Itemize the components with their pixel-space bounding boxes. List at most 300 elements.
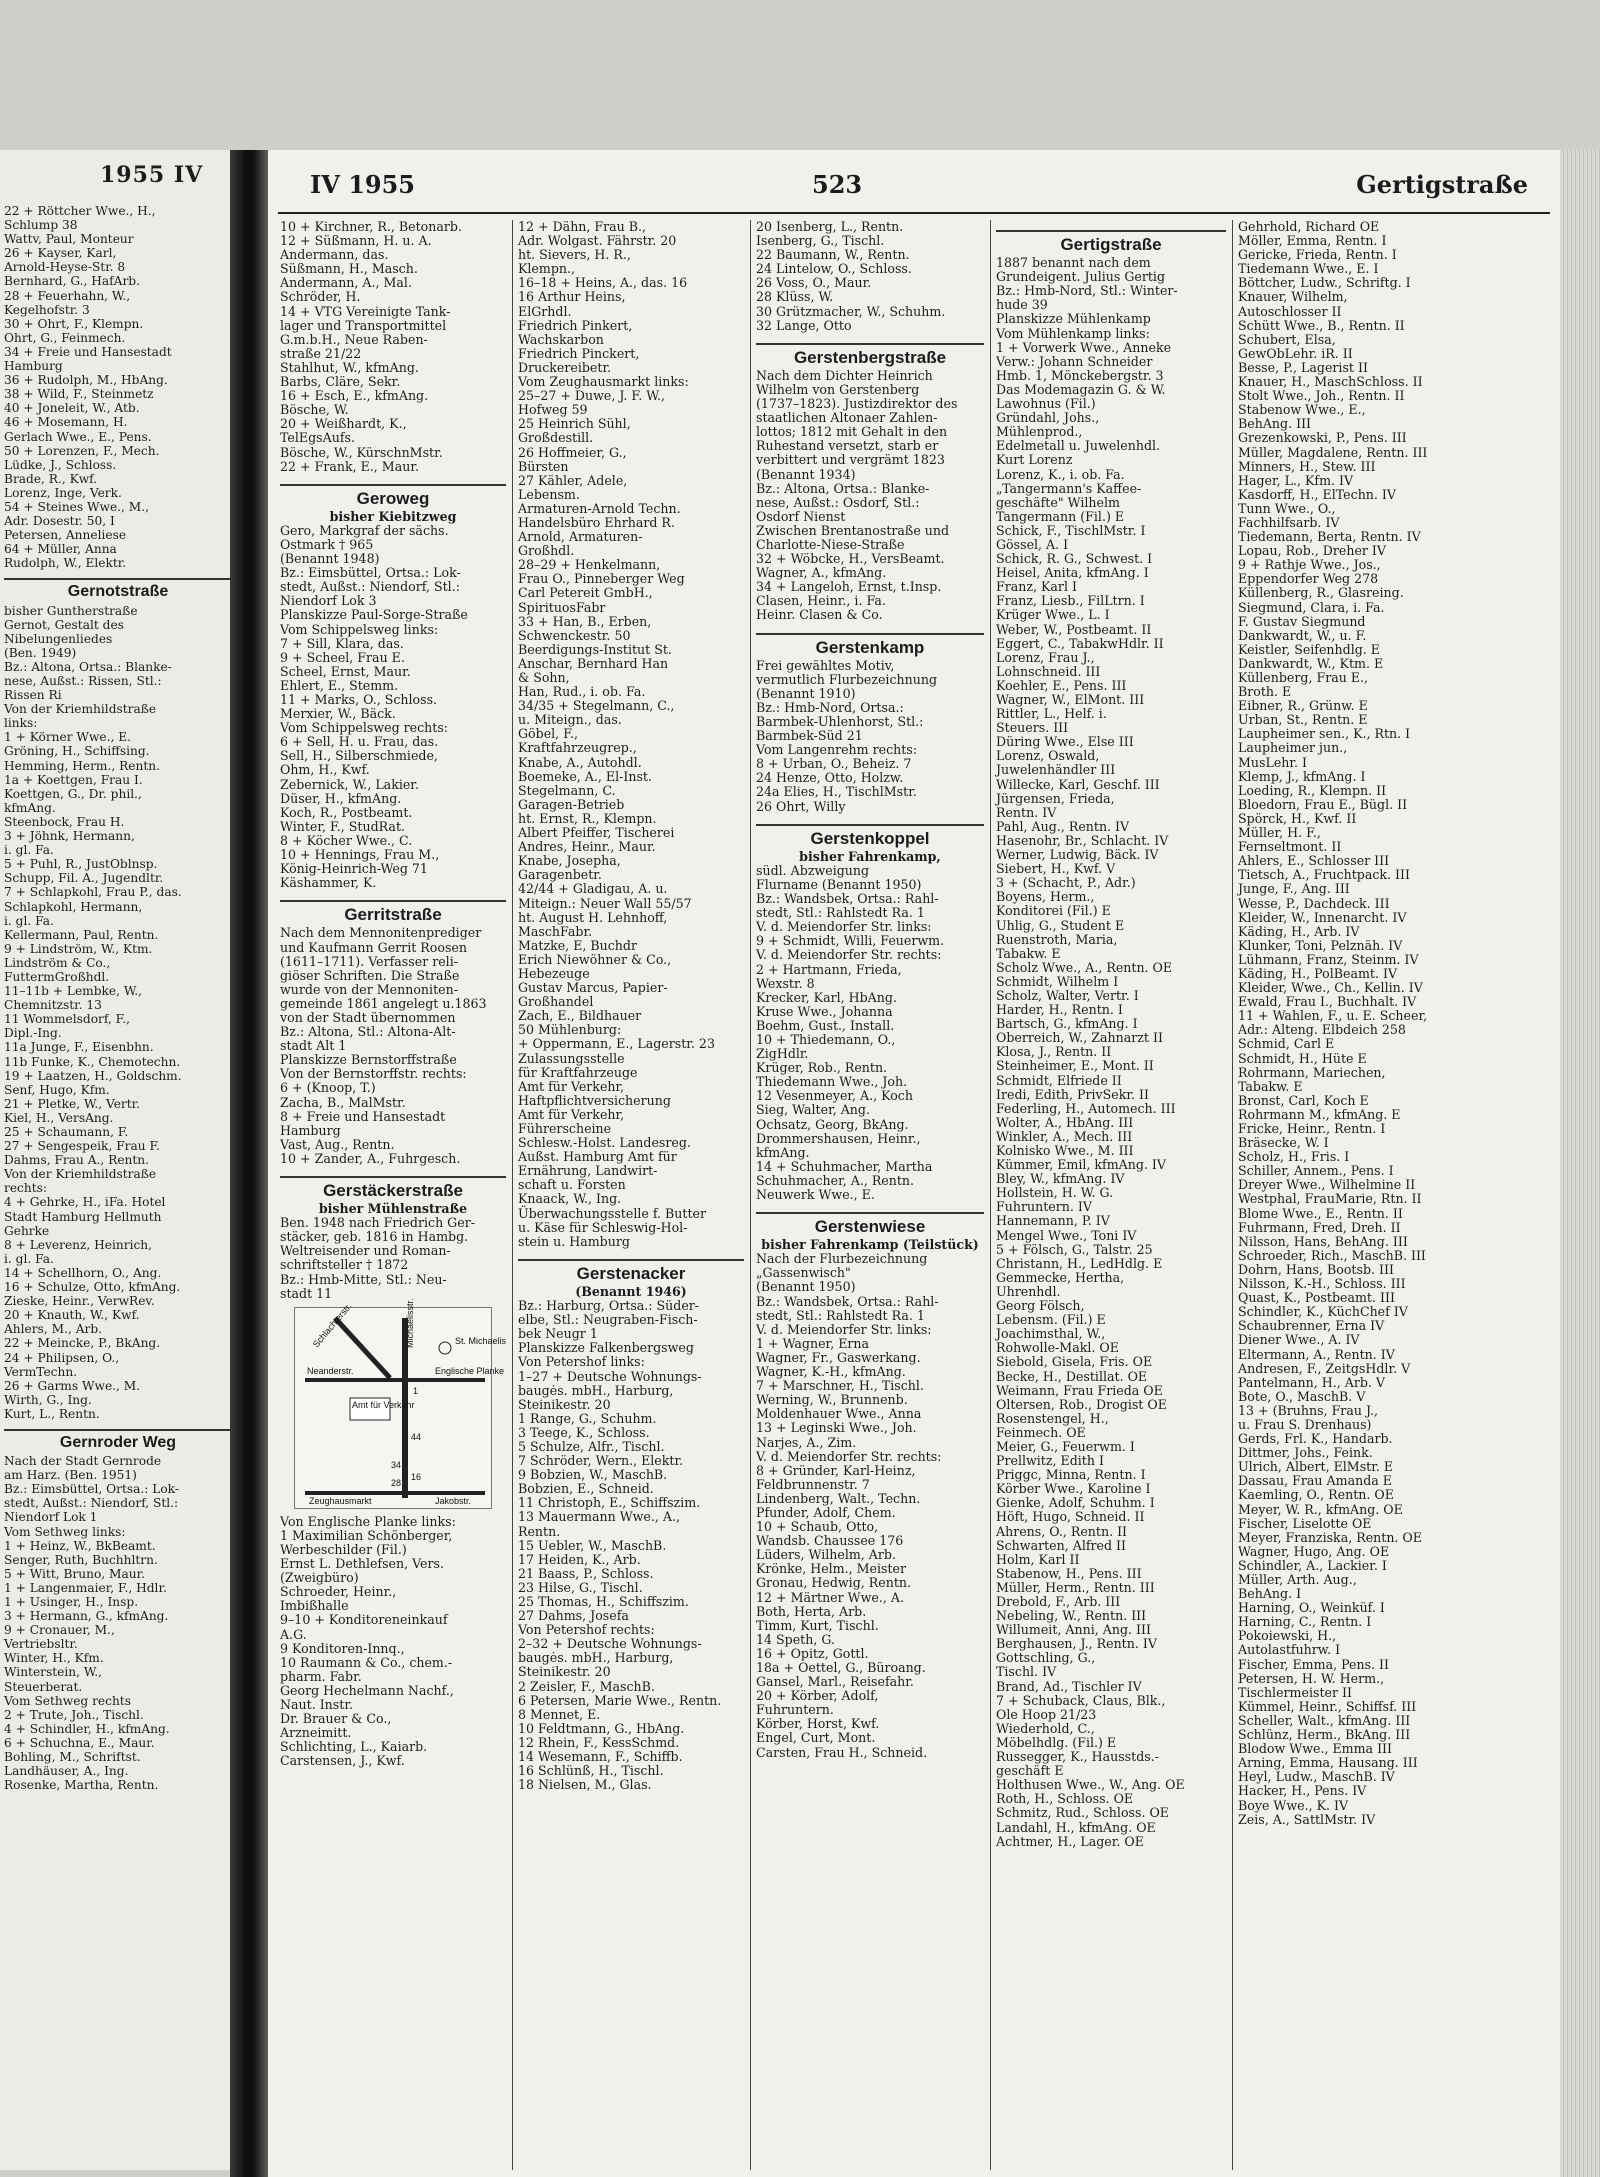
entry-line: stedt, Stl.: Rahlstedt Ra. 1	[756, 1307, 925, 1323]
entry-line: 25 Thomas, H., Schiffszim.	[518, 1594, 689, 1609]
entry-line: Bz.: Hmb-Nord, Ortsa.:	[756, 699, 904, 715]
entry-line: Gansel, Marl., Reisefahr.	[756, 1674, 914, 1690]
entry-line: 16 + Schulze, Otto, kfmAng.	[4, 1280, 181, 1295]
entry-line: stedt, Außst.: Niendorf, Stl.:	[4, 1496, 179, 1511]
street-heading: Gerstenkoppel	[756, 824, 984, 846]
entry-line: 11 + Marks, O., Schloss.	[280, 692, 438, 707]
entry-line: Rohwolle-Makl. OE	[996, 1340, 1119, 1356]
entry-line: (1737–1823). Justizdirektor des	[756, 396, 958, 412]
entry-line: Süßmann, H., Masch.	[280, 261, 418, 277]
entry-line: Brand, Ad., Tischler IV	[996, 1678, 1142, 1694]
entry-line: Berghausen, J., Rentn. IV	[996, 1636, 1157, 1652]
entry-line: Ruenstroth, Maria,	[996, 931, 1118, 947]
entry-line: Koettgen, G., Dr. phil.,	[4, 786, 142, 801]
entry-line: Grezenkowski, P., Pens. III	[1238, 430, 1407, 446]
entry-line: 1 Maximilian Schönberger,	[280, 1527, 453, 1543]
entry-line: 5 + Fölsch, G., Talstr. 25	[996, 1241, 1153, 1257]
entry-line: Vom Schippelsweg rechts:	[280, 720, 449, 736]
entry-line: Bohling, M., Schriftst.	[4, 1750, 141, 1765]
entry-line: Bösche, W.	[280, 402, 349, 418]
entry-line: Roth, H., Schloss. OE	[996, 1791, 1134, 1807]
entry-line: „Tangermann's Kaffee-	[996, 480, 1142, 496]
entry-line: Bz.: Altona, Ortsa.: Blanke-	[756, 480, 930, 496]
entry-line: Boehm, Gust., Install.	[756, 1017, 895, 1033]
entry-line: A.G.	[280, 1626, 307, 1642]
entry-line: 28–29 + Henkelmann,	[518, 557, 661, 573]
entry-line: pharm. Fabr.	[280, 1668, 362, 1684]
entry-line: 36 + Rudolph, M., HbAng.	[4, 373, 168, 388]
entry-line: 3 + Jöhnk, Hermann,	[4, 829, 135, 844]
entry-line: Junge, F., Ang. III	[1238, 881, 1350, 897]
entry-line: Adr.: Alteng. Elbdeich 258	[1238, 1022, 1406, 1038]
entry-line: Ernährung, Landwirt-	[518, 1163, 658, 1179]
entry-line: kfmAng.	[4, 800, 56, 815]
entry-line: Kegelhofstr. 3	[4, 302, 90, 317]
entry-line: stedt, Außst.: Niendorf, Stl.:	[280, 579, 460, 595]
entry-line: Böttcher, Ludw., Schriftg. I	[1238, 275, 1411, 291]
entry-line: Düring Wwe., Else III	[996, 734, 1134, 750]
entry-line: Großhdl.	[518, 543, 575, 559]
entry-line: Von Englische Planke links:	[280, 1513, 456, 1529]
entry-line: Nebeling, W., Rentn. III	[996, 1608, 1147, 1624]
entry-line: Kiel, H., VersAng.	[4, 1110, 114, 1125]
entry-line: Klunker, Toni, Pelznäh. IV	[1238, 937, 1403, 953]
entry-line: 6 + Sell, H. u. Frau, das.	[280, 734, 439, 750]
entry-line: Möller, Emma, Rentn. I	[1238, 233, 1387, 249]
entry-line: 27 + Sengespeik, Frau F.	[4, 1139, 160, 1154]
entry-line: 14 Speth, G.	[756, 1631, 835, 1647]
entry-line: Andermann, A., Mal.	[280, 275, 412, 291]
street-sketch-map	[294, 1298, 507, 1509]
entry-line: Weltreisender und Roman-	[280, 1243, 451, 1259]
entry-line: Uhrenhdl.	[996, 1283, 1061, 1299]
entry-line: Andresen, F., ZeitgsHdlr. V	[1238, 1360, 1411, 1376]
entry-line: Adr. Wolgast. Fährstr. 20	[518, 233, 677, 249]
entry-line: Bz.: Eimsbüttel, Ortsa.: Lok-	[4, 1482, 179, 1497]
entry-line: Nibelungenliedes	[4, 631, 113, 646]
entry-line: Meyer, W. R., kfmAng. OE	[1238, 1501, 1403, 1517]
entry-line: 40 + Joneleit, W., Atb.	[4, 401, 140, 416]
entry-line: Besse, P., Lagerist II	[1238, 359, 1368, 375]
entry-line: Zieske, Heinr., VerwRev.	[4, 1294, 155, 1309]
entry-line: Frei gewähltes Motiv,	[756, 657, 895, 673]
entry-line: Prellwitz, Edith I	[996, 1453, 1104, 1469]
entry-line: Barbs, Cläre, Sekr.	[280, 374, 401, 390]
entry-line: 2 + Trute, Joh., Tischl.	[4, 1707, 144, 1722]
entry-line: Bz.: Eimsbüttel, Ortsa.: Lok-	[280, 565, 461, 581]
entry-line: und Kaufmann Gerrit Roosen	[280, 939, 467, 955]
entry-line: 22 + Meincke, P., BkAng.	[4, 1336, 161, 1351]
entry-line: Kleider, Wwe., Ch., Kellin. IV	[1238, 980, 1423, 996]
entry-line: 25–27 + Duwe, J. F. W.,	[518, 388, 665, 404]
street-former-name: bisher Kiebitzweg	[329, 508, 457, 524]
entry-line: staatlichen Altonaer Zahlen-	[756, 410, 938, 426]
entry-line: Albert Pfeiffer, Tischerei	[518, 825, 675, 841]
entry-line: Gerlach Wwe., E., Pens.	[4, 429, 152, 444]
entry-line: Gründahl, Johs.,	[996, 410, 1100, 426]
entry-line: Brade, R., Kwf.	[4, 471, 98, 486]
entry-line: TelEgsAufs.	[280, 430, 355, 446]
entry-line: Adr. Dosestr. 50, I	[4, 514, 115, 529]
entry-line: schaft u. Forsten	[518, 1177, 626, 1193]
entry-line: Pantelmann, H., Arb. V	[1238, 1374, 1386, 1390]
entry-line: Winterstein, W.,	[4, 1665, 102, 1680]
street-former-name: bisher Mühlenstraße	[318, 1201, 468, 1217]
entry-line: Kasdorff, H., ElTechn. IV	[1238, 486, 1396, 502]
entry-line: Bz.: Wandsbek, Ortsa.: Rahl-	[756, 891, 939, 907]
entry-line: Schmitz, Rud., Schloss. OE	[996, 1805, 1169, 1821]
column-1	[280, 220, 506, 2170]
entry-line: 7 + Sill, Klara, das.	[280, 635, 404, 651]
entry-line: Lüdke, J., Schloss.	[4, 457, 117, 472]
entry-line: Kümmer, Emil, kfmAng. IV	[996, 1157, 1166, 1173]
entry-line: Hemming, Herm., Rentn.	[4, 758, 160, 773]
entry-line: Niendorf Lok 1	[4, 1510, 98, 1525]
entry-line: Wagner, K.-H., kfmAng.	[756, 1364, 906, 1380]
entry-line: Kleider, W., Innenarcht. IV	[1238, 909, 1407, 925]
map-label: 16	[411, 1471, 422, 1482]
entry-line: Zulassungsstelle	[518, 1050, 625, 1066]
entry-line: Winkler, A., Mech. III	[996, 1128, 1133, 1144]
entry-line: Klosa, J., Rentn. II	[996, 1044, 1112, 1060]
entry-line: bisher Guntherstraße	[4, 603, 138, 618]
entry-line: ht. Ernst, R., Klempn.	[518, 810, 657, 826]
header-volume-year: IV 1955	[310, 170, 415, 199]
entry-line: Gustav Marcus, Papier-	[518, 980, 668, 996]
entry-line: 10 Feldtmann, G., HbAng.	[518, 1720, 685, 1736]
entry-line: 6 + (Knoop, T.)	[280, 1080, 376, 1096]
entry-line: 24 Henze, Otto, Holzw.	[756, 770, 904, 786]
entry-line: ZigHdlr.	[756, 1046, 809, 1062]
entry-line: Lawohnus (Fil.)	[996, 396, 1096, 412]
entry-line: Fischer, Liselotte OE	[1238, 1515, 1372, 1531]
entry-line: Blome Wwe., E., Rentn. II	[1238, 1205, 1403, 1221]
entry-line: Petersen, H. W. Herm.,	[1238, 1670, 1385, 1686]
map-label: Zeughausmarkt	[309, 1495, 372, 1506]
street-heading: Gerstäckerstraße	[280, 1176, 506, 1198]
map-label: Englische Planke	[435, 1365, 505, 1376]
entry-line: Grundeigent. Julius Gertig	[996, 269, 1166, 285]
entry-line: Keistler, Seifenhdlg. E	[1238, 641, 1380, 657]
entry-line: Lorenz, K., i. ob. Fa.	[996, 466, 1125, 482]
entry-line: Winter, H., Kfm.	[4, 1651, 104, 1666]
previous-page-header: 1955 IV	[100, 162, 204, 188]
entry-line: 5 + Witt, Bruno, Maur.	[4, 1566, 145, 1581]
street-heading: Gernroder Weg	[4, 1429, 232, 1450]
entry-line: Tiedemann, Berta, Rentn. IV	[1238, 529, 1421, 545]
entry-line: Schmidt, H., Hüte E	[1238, 1050, 1367, 1066]
entry-line: Rissen Ri	[4, 688, 62, 703]
entry-line: 17 Heiden, K., Arb.	[518, 1551, 641, 1567]
entry-line: 20 Isenberg, L., Rentn.	[756, 219, 904, 234]
entry-line: ht. Sievers, H. R.,	[518, 247, 631, 263]
entry-line: Vom Sethweg rechts	[4, 1693, 131, 1708]
entry-line: gemeinde 1861 angelegt u.1863	[280, 995, 487, 1011]
street-heading: Gerstenkamp	[756, 633, 984, 655]
entry-line: Heinr. Clasen & Co.	[756, 607, 883, 623]
entry-line: Bräsecke, W. I	[1238, 1135, 1329, 1151]
entry-line: Schick, F., TischlMstr. I	[996, 522, 1146, 538]
entry-line: Hager, L., Kfm. IV	[1238, 472, 1354, 488]
street-former-name: (Benannt 1946)	[575, 1283, 687, 1299]
map-label: 34	[391, 1459, 402, 1470]
entry-line: Niendorf Lok 3	[280, 593, 377, 609]
entry-line: 14 + Schuhmacher, Martha	[756, 1158, 933, 1174]
entry-line: Nilsson, K.-H., Schloss. III	[1238, 1276, 1406, 1292]
entry-line: 25 Heinrich Sühl,	[518, 416, 631, 432]
entry-line: Planskizze Falkenbergsweg	[518, 1340, 694, 1356]
entry-line: Fachhilfsarb. IV	[1238, 514, 1340, 530]
entry-line: 22 + Röttcher Wwe., H.,	[4, 204, 156, 218]
entry-line: 16–18 + Heins, A., das. 16	[518, 275, 688, 291]
entry-line: Hollstein, H. W. G.	[996, 1185, 1114, 1201]
entry-line: Steenbock, Frau H.	[4, 814, 125, 829]
entry-line: Tunn Wwe., O.,	[1238, 500, 1336, 516]
entry-line: Bz.: Hmb-Nord, Stl.: Winter-	[996, 283, 1178, 299]
entry-line: Vertriebsltr.	[4, 1637, 78, 1652]
entry-line: Both, Herta, Arb.	[756, 1603, 867, 1619]
entry-line: Spörck, H., Kwf. II	[1238, 810, 1357, 826]
entry-line: Bronst, Carl, Koch E	[1238, 1092, 1369, 1108]
entry-line: 12 Vesenmeyer, A., Koch	[756, 1088, 913, 1104]
entry-line: Lorenz, Oswald,	[996, 748, 1100, 764]
entry-line: Handelsbüro Ehrhard R.	[518, 514, 675, 530]
entry-line: stadt Alt 1	[280, 1038, 347, 1054]
entry-line: links:	[4, 716, 38, 731]
entry-line: 50 + Lorenzen, F., Mech.	[4, 443, 160, 458]
entry-line: Weimann, Frau Frieda OE	[996, 1382, 1163, 1398]
entry-line: Merxier, W., Bäck.	[280, 706, 396, 722]
entry-line: 1a + Koettgen, Frau I.	[4, 772, 143, 787]
entry-line: Düser, H., kfmAng.	[280, 790, 402, 806]
entry-line: von der Stadt übernommen	[280, 1009, 456, 1025]
entry-line: Vast, Aug., Rentn.	[280, 1136, 395, 1152]
street-heading: Gertigstraße	[996, 230, 1226, 252]
entry-line: Gronau, Hedwig, Rentn.	[756, 1575, 911, 1591]
entry-line: schriftsteller † 1872	[280, 1257, 409, 1273]
entry-line: Osdorf Nienst	[756, 508, 846, 524]
entry-line: 14 + Schellhorn, O., Ang.	[4, 1265, 162, 1280]
entry-line: Narjes, A., Zim.	[756, 1434, 857, 1450]
entry-line: 7 Schröder, Wern., Elektr.	[518, 1453, 684, 1469]
entry-line: 20 + Weißhardt, K.,	[280, 416, 407, 432]
entry-line: Käding, H., Arb. IV	[1238, 923, 1360, 939]
entry-line: Dassau, Frau Amanda E	[1238, 1473, 1392, 1489]
entry-line: Wexstr. 8	[756, 975, 815, 991]
entry-line: 8 + Urban, O., Beheiz. 7	[756, 756, 912, 772]
entry-line: Laupheimer sen., K., Rtn. I	[1238, 726, 1411, 742]
entry-line: Wagner, Fr., Gaswerkang.	[756, 1349, 921, 1365]
entry-line: Bartsch, G., kfmAng. I	[996, 1016, 1138, 1032]
entry-line: Dipl.-Ing.	[4, 1026, 62, 1041]
entry-line: Broth. E	[1238, 684, 1292, 700]
entry-line: Urban, St., Rentn. E	[1238, 712, 1368, 728]
entry-line: Schmid, Carl E	[1238, 1036, 1335, 1052]
entry-line: ht. August H. Lehnhoff,	[518, 909, 668, 925]
entry-line: 1 + Wagner, Erna	[756, 1335, 870, 1351]
entry-line: 1 Range, G., Schuhm.	[518, 1410, 657, 1426]
entry-line: Körber, Horst, Kwf.	[756, 1716, 880, 1732]
entry-line: MaschFabr.	[518, 923, 593, 939]
entry-line: Ahlers, E., Schlosser III	[1238, 853, 1390, 869]
entry-line: Stegelmann, C.	[518, 782, 616, 798]
map-label: Michaelisstr.	[405, 1298, 415, 1348]
entry-line: Eppendorfer Weg 278	[1238, 571, 1379, 587]
entry-line: Wolter, A., HbAng. III	[996, 1114, 1134, 1130]
entry-line: Uhlig, G., Student E	[996, 917, 1125, 933]
entry-line: Kraftfahrzeugrep.,	[518, 740, 637, 756]
entry-line: Druckereibetr.	[518, 359, 612, 375]
entry-line: Garagenbetr.	[518, 867, 602, 883]
entry-line: Knauer, H., MaschSchloss. II	[1238, 374, 1423, 390]
entry-line: Ole Hoop 21/23	[996, 1706, 1097, 1722]
entry-line: Holm, Karl II	[996, 1551, 1080, 1567]
entry-line: Andres, Heinr., Maur.	[518, 839, 656, 855]
entry-line: (1611–1711). Verfasser reli-	[280, 953, 458, 969]
entry-line: Schmidt, Elfriede II	[996, 1072, 1122, 1088]
entry-line: Verw.: Johann Schneider	[996, 353, 1153, 369]
entry-line: Bobzien, E., Schneid.	[518, 1481, 654, 1497]
entry-line: Ohm, H., Kwf.	[280, 762, 370, 778]
entry-line: Planskizze Paul-Sorge-Straße	[280, 607, 468, 623]
entry-line: BehAng. I	[1238, 1586, 1302, 1602]
entry-line: giöser Schriften. Die Straße	[280, 967, 460, 983]
entry-line: 1 + Heinz, W., BkBeamt.	[4, 1538, 156, 1553]
entry-line: Stabenow, H., Pens. III	[996, 1565, 1142, 1581]
entry-line: Kruse Wwe., Johanna	[756, 1003, 893, 1019]
entry-line: 13 + Leginski Wwe., Joh.	[756, 1420, 917, 1436]
entry-line: Feldbrunnenstr. 7	[756, 1476, 870, 1492]
entry-line: 21 + Pletke, W., Vertr.	[4, 1096, 141, 1111]
entry-line: Sell, H., Silberschmiede,	[280, 748, 438, 764]
entry-line: Lebensm.	[518, 486, 580, 502]
entry-line: 33 + Han, B., Erben,	[518, 613, 652, 629]
entry-line: Senf, Hugo, Kfm.	[4, 1082, 110, 1097]
entry-line: 20 + Körber, Adolf,	[756, 1688, 879, 1704]
column-divider	[990, 220, 991, 2170]
entry-line: 14 Wesemann, F., Schiffb.	[518, 1749, 683, 1765]
entry-line: Bley, W., kfmAng. IV	[996, 1171, 1125, 1187]
entry-line: ElGrhdl.	[518, 303, 572, 319]
entry-line: Willumeit, Anni, Ang. III	[996, 1622, 1151, 1638]
entry-line: Lohnschneid. III	[996, 663, 1101, 679]
column-divider	[1232, 220, 1233, 2170]
entry-line: Willecke, Karl, Geschf. III	[996, 776, 1160, 792]
entry-line: 20 + Knauth, W., Kwf.	[4, 1308, 140, 1323]
entry-line: Gehrhold, Richard OE	[1238, 219, 1380, 234]
entry-line: Hamburg	[4, 359, 63, 374]
entry-line: Winter, F., StudRat.	[280, 818, 406, 834]
entry-line: Haftpflichtversicherung	[518, 1092, 671, 1108]
column-2	[518, 220, 744, 2170]
entry-line: Kümmel, Heinr., Schiffsf. III	[1238, 1698, 1417, 1714]
entry-line: Vom Mühlenkamp links:	[996, 325, 1150, 341]
entry-line: MusLehr. I	[1238, 754, 1308, 770]
entry-line: Dittmer, Johs., Feink.	[1238, 1445, 1373, 1461]
entry-line: Harder, H., Rentn. I	[996, 1002, 1123, 1018]
entry-line: 1 + Körner Wwe., E.	[4, 730, 131, 745]
entry-line: Matzke, E, Buchdr	[518, 937, 638, 953]
entry-line: Amt für Verkehr,	[518, 1078, 625, 1094]
entry-line: Landhäuser, A., Ing.	[4, 1764, 129, 1779]
entry-line: hude 39	[996, 297, 1048, 313]
entry-line: 10 Raumann & Co., chem.-	[280, 1654, 453, 1670]
entry-line: Gemmecke, Hertha,	[996, 1269, 1125, 1285]
entry-line: 30 + Ohrt, F., Klempn.	[4, 316, 144, 331]
entry-line: Friedrich Pinckert,	[518, 345, 640, 361]
entry-line: Wagner, Hugo, Ang. OE	[1238, 1543, 1390, 1559]
entry-line: Zebernick, W., Lakier.	[280, 776, 419, 792]
entry-line: südl. Abzweigung	[756, 862, 870, 878]
entry-line: 38 + Wild, F., Steinmetz	[4, 387, 154, 402]
entry-line: Knabe, A., Autohdl.	[518, 754, 642, 770]
entry-line: Fernseltmont. II	[1238, 839, 1342, 855]
entry-line: Hofweg 59	[518, 402, 588, 418]
entry-line: Bloedorn, Frau E., Bügl. II	[1238, 796, 1408, 812]
entry-line: Garagen-Betrieb	[518, 796, 625, 812]
entry-line: Bz.: Wandsbek, Ortsa.: Rahl-	[756, 1293, 939, 1309]
entry-line: i. gl. Fa.	[4, 843, 54, 858]
entry-line: 11 + Wahlen, F., u. E. Scheer,	[1238, 1008, 1428, 1024]
entry-line: 24 Lintelow, O., Schloss.	[756, 261, 912, 277]
entry-line: Höft, Hugo, Schneid. II	[996, 1509, 1145, 1525]
entry-line: Arnold-Heyse-Str. 8	[4, 260, 126, 275]
entry-line: Gössel, A. I	[996, 536, 1069, 552]
entry-line: Loeding, R., Klempn. II	[1238, 782, 1387, 798]
entry-line: Planskizze Bernstorffstraße	[280, 1052, 457, 1068]
entry-line: Ben. 1948 nach Friedrich Ger-	[280, 1215, 475, 1231]
entry-line: Schuhmacher, A., Rentn.	[756, 1172, 915, 1188]
entry-line: Hasenohr, Br., Schlacht. IV	[996, 832, 1169, 848]
entry-line: 4 + Schindler, H., kfmAng.	[4, 1721, 170, 1736]
entry-line: Führerscheine	[518, 1121, 612, 1136]
directory-page	[268, 150, 1560, 2177]
entry-line: Kellermann, Paul, Rentn.	[4, 927, 159, 942]
entry-line: Knaack, W., Ing.	[518, 1191, 622, 1207]
entry-line: straße 21/22	[280, 345, 362, 361]
entry-line: 18 Nielsen, M., Glas.	[518, 1777, 652, 1793]
entry-line: 7 + Marschner, H., Tischl.	[756, 1378, 924, 1394]
header-rule	[278, 212, 1550, 214]
entry-line: Bz.: Hmb-Mitte, Stl.: Neu-	[280, 1271, 447, 1287]
entry-line: Überwachungsstelle f. Butter	[518, 1205, 707, 1221]
entry-line: Fuhruntern.	[756, 1702, 834, 1718]
entry-line: 1 + Vorwerk Wwe., Anneke	[996, 339, 1172, 355]
entry-line: Meyer, Franziska, Rentn. OE	[1238, 1529, 1422, 1545]
entry-line: geschäfte" Wilhelm	[996, 494, 1120, 510]
entry-line: Flurname (Benannt 1950)	[756, 876, 922, 892]
entry-line: 1887 benannt nach dem	[996, 255, 1151, 271]
entry-line: Dankwardt, W., u. F.	[1238, 627, 1367, 643]
entry-line: wurde von der Mennoniten-	[280, 981, 458, 997]
street-heading: Gerstenacker	[518, 1259, 744, 1281]
entry-line: Gerds, Frl. K., Handarb.	[1238, 1431, 1393, 1447]
entry-line: stäcker, geb. 1816 in Hambg.	[280, 1229, 469, 1245]
entry-line: Kolnisko Wwe., M. III	[996, 1143, 1134, 1158]
entry-line: 9 Bobzien, W., MaschB.	[518, 1467, 668, 1483]
entry-line: Tangermann (Fil.) E	[996, 508, 1125, 524]
street-former-name: bisher Fahrenkamp (Teilstück)	[761, 1237, 979, 1253]
entry-line: Heyl, Ludw., MaschB. IV	[1238, 1769, 1395, 1785]
entry-line: Ahlers, M., Arb.	[4, 1322, 102, 1337]
entry-line: Petersen, Anneliese	[4, 528, 127, 543]
entry-line: Gero, Markgraf der sächs.	[280, 522, 449, 538]
entry-line: Diener Wwe., A. IV	[1238, 1332, 1360, 1348]
entry-line: Wilhelm von Gerstenberg	[756, 381, 920, 397]
entry-line: Scholz, Walter, Vertr. I	[996, 987, 1139, 1003]
entry-line: 9 + Rathje Wwe., Jos.,	[1238, 557, 1381, 573]
entry-line: Mühlenprod.,	[996, 424, 1083, 440]
